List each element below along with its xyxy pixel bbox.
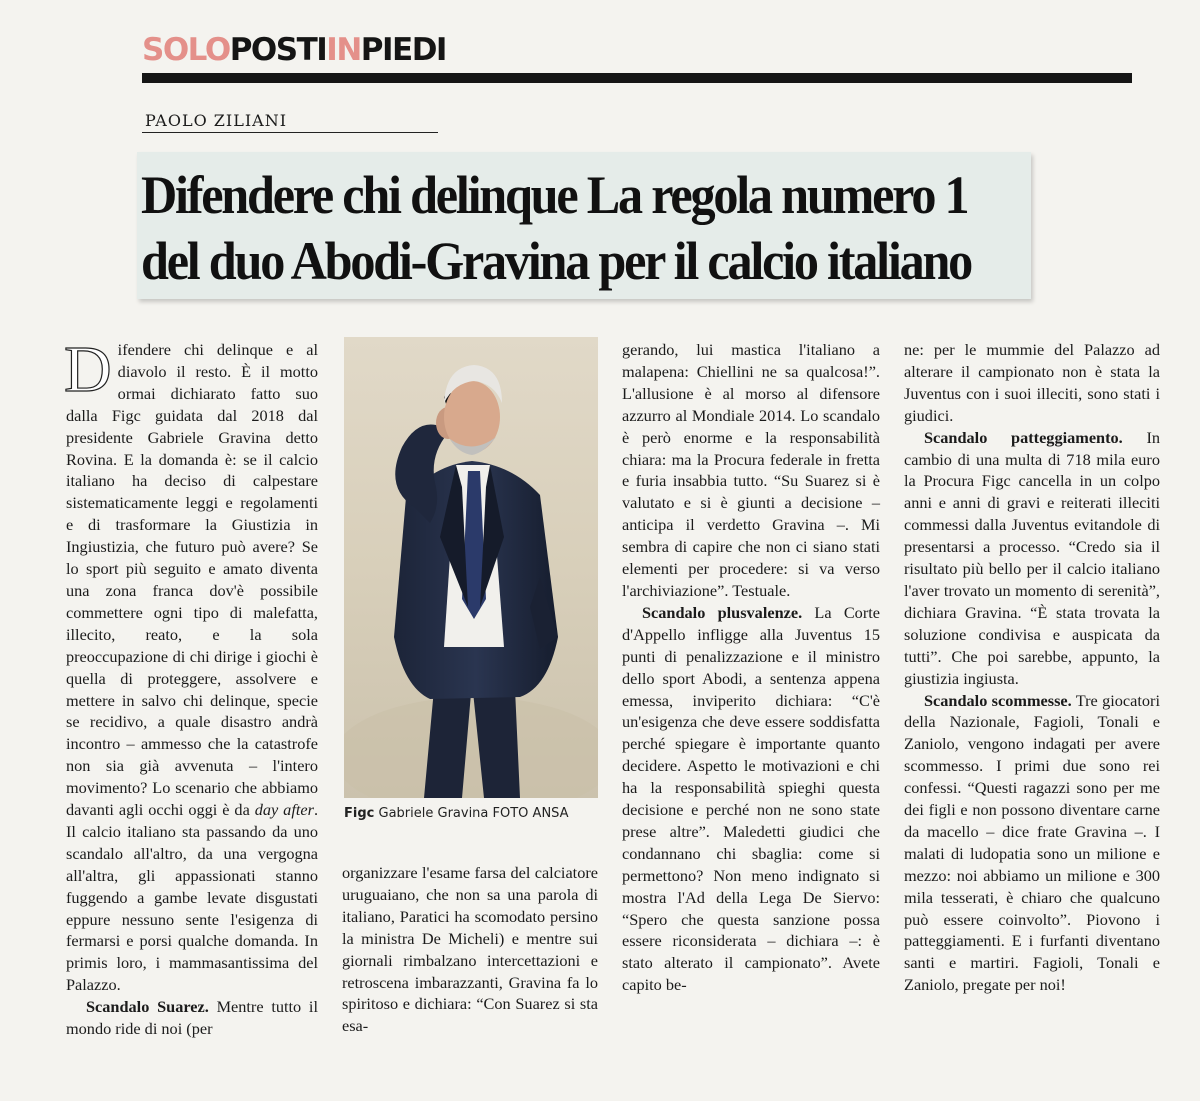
subhead-scommesse: Scandalo scommesse. bbox=[924, 690, 1072, 710]
headline bbox=[141, 162, 978, 294]
rubric-solo: SOLO bbox=[142, 32, 230, 68]
article-column-3 bbox=[622, 339, 880, 996]
paragraph-text: La Corte d'Appello infligge alla Juventus 15 punti di penalizzazione e il ministro dello sport Abodi, a sentenza appena emessa, inviperito dichiara: “C'è un'esigenza che deve essere soddisfatta perché spiegare è importante quanto decidere. Aspetto le motivazioni e chi ha la responsabilità spieghi questa decisione e perché non ne sono state prese altre”. Maledetti giudici che condannano chi sbaglia: come si permettono? Non meno indignato si mostra l'Ad della Lega De Siervo: “Spero che questa sanzione possa essere riconsiderata – dichiara –: è stato alterato il campionato”. Avete capito be- bbox=[622, 602, 880, 995]
drop-cap: D bbox=[64, 333, 112, 406]
paragraph-text: Tre giocatori della Nazionale, Fagioli, Tonali e Zaniolo, vengono indagati per avere scommesso. I primi due sono rei confessi. “Questi ragazzi sono per me dei figli e non possono diventare carne da macello – dice frate Gravina –. I malati di ludopatia sono un milione e mezzo: noi abbiamo un milione e 300 mila tesserati, è chiaro che qualcuno può essere coinvolto”. Piovono i patteggiamenti. E i furfanti diventano santi e martiri. Fagioli, Tonali e Zaniolo, pregate per noi! bbox=[904, 690, 1160, 995]
paragraph bbox=[64, 333, 319, 996]
rubric-piedi: PIEDI bbox=[360, 32, 446, 68]
header-rule bbox=[142, 73, 1132, 83]
subhead-plusvalenze: Scandalo plusvalenze. bbox=[642, 602, 803, 622]
paragraph: organizzare l'esame farsa del calciatore uruguaiano, che non sa una parola di italiano, Paratici ha scomodato persino la ministra De Micheli) e mentre sui giornali rimbalzano intercettazioni e retroscena imbarazzanti, Gravina fa lo spiritoso e dichiara: “Con Suarez si sta esa- bbox=[342, 863, 598, 1036]
article-column-4 bbox=[904, 339, 1160, 996]
subhead-suarez: Scandalo Suarez. bbox=[86, 997, 209, 1017]
paragraph bbox=[904, 427, 1160, 690]
paragraph bbox=[904, 690, 1160, 997]
paragraph-text: ifendere chi delinque e al diavolo il resto. È il motto ormai dichiarato fatto suo dalla Figc guidata dal 2018 dal presidente Gabriele Gravina detto Rovina. E la domanda è: se il calcio italiano ha deciso di calpestare sistematicamente leggi e regolamenti e di trasformare la Giustizia in Ingiustizia, che futuro può avere? Se lo sport più seguito e amato diventa una zona franca dov'è possibile commettere ogni tipo di malefatta, illecito, reato, e la sola preoccupazione di chi dirige i giochi è quella di proteggere, assolvere e mettere in salvo chi delinque, specie se recidivo, a quale disastro andrà incontro – ammesso che la catastrofe non sia già avvenuta – l'intero movimento? Lo scenario che abbiamo davanti agli occhi oggi è da bbox=[66, 340, 318, 820]
paragraph: ne: per le mummie del Palazzo ad alterare il campionato non è stata la Juventus con i suoi illeciti, sono stati i giudici. bbox=[904, 340, 1160, 425]
paragraph bbox=[66, 996, 318, 1040]
rubric-posti: POSTI bbox=[229, 32, 327, 68]
section-rubric bbox=[142, 30, 446, 70]
paragraph-text: In cambio di una multa di 718 mila euro la Procura Figc cancella in un colpo anni e anni di gravi e reiterati illeciti commessi dalla Juventus evitandole di presentarsi a processo. “Credo sia il risultato più bello per il calcio italiano l'aver trovato un momento di serenità”, dichiara Gravina. “È stata trovata la soluzione condivisa e auspicata da tutti”. Che poi sarebbe, appunto, la giustizia ingiusta. bbox=[904, 427, 1160, 688]
caption-name: Gabriele Gravina bbox=[378, 806, 489, 821]
subhead-patteggiamento: Scandalo patteggiamento. bbox=[924, 427, 1123, 447]
headline-rest: La regola numero 1 bbox=[586, 165, 968, 225]
rubric-in: IN bbox=[326, 32, 361, 68]
photo-caption bbox=[344, 806, 569, 821]
headline-bold: Difendere chi delinque bbox=[141, 165, 577, 225]
photo-illustration bbox=[344, 337, 598, 798]
paragraph-text: Mentre tutto il mondo ride di noi (per bbox=[66, 997, 318, 1039]
gravina-photo bbox=[344, 337, 598, 798]
author-byline: PAOLO ZILIANI bbox=[145, 111, 288, 130]
headline-line2: del duo Abodi-Gravina per il calcio italiano bbox=[141, 231, 972, 291]
italic-phrase: day after bbox=[254, 800, 314, 820]
article-column-1 bbox=[64, 333, 319, 1040]
paragraph bbox=[622, 602, 880, 996]
paragraph-text: . Il calcio italiano sta passando da uno scandalo all'altro, da una vergogna all'altra, gli appassionati stanno fuggendo a gambe levate disgustati eppure nessuno sente l'esigenza di fermarsi e porsi qualche domanda. In primis loro, i mammasantissima del Palazzo. bbox=[66, 800, 319, 995]
caption-credit: FOTO ANSA bbox=[492, 806, 569, 821]
caption-label: Figc bbox=[344, 806, 375, 821]
article-column-2 bbox=[342, 862, 598, 1037]
byline-rule bbox=[142, 132, 438, 133]
paragraph: gerando, lui mastica l'italiano a malapena: Chiellini ne sa qualcosa!”. L'allusione è al morso al difensore azzurro al Mondiale 2014. Lo scandalo è però enorme e la responsabilità chiara: ma la Procura federale in fretta e furia insabbia tutto. “Su Suarez si è valutato e si è giunti a decisione – anticipa il verdetto Gravina –. Mi sembra di capire che non ci siano stati elementi per procedere: si va verso l'archiviazione”. Testuale. bbox=[622, 340, 880, 600]
